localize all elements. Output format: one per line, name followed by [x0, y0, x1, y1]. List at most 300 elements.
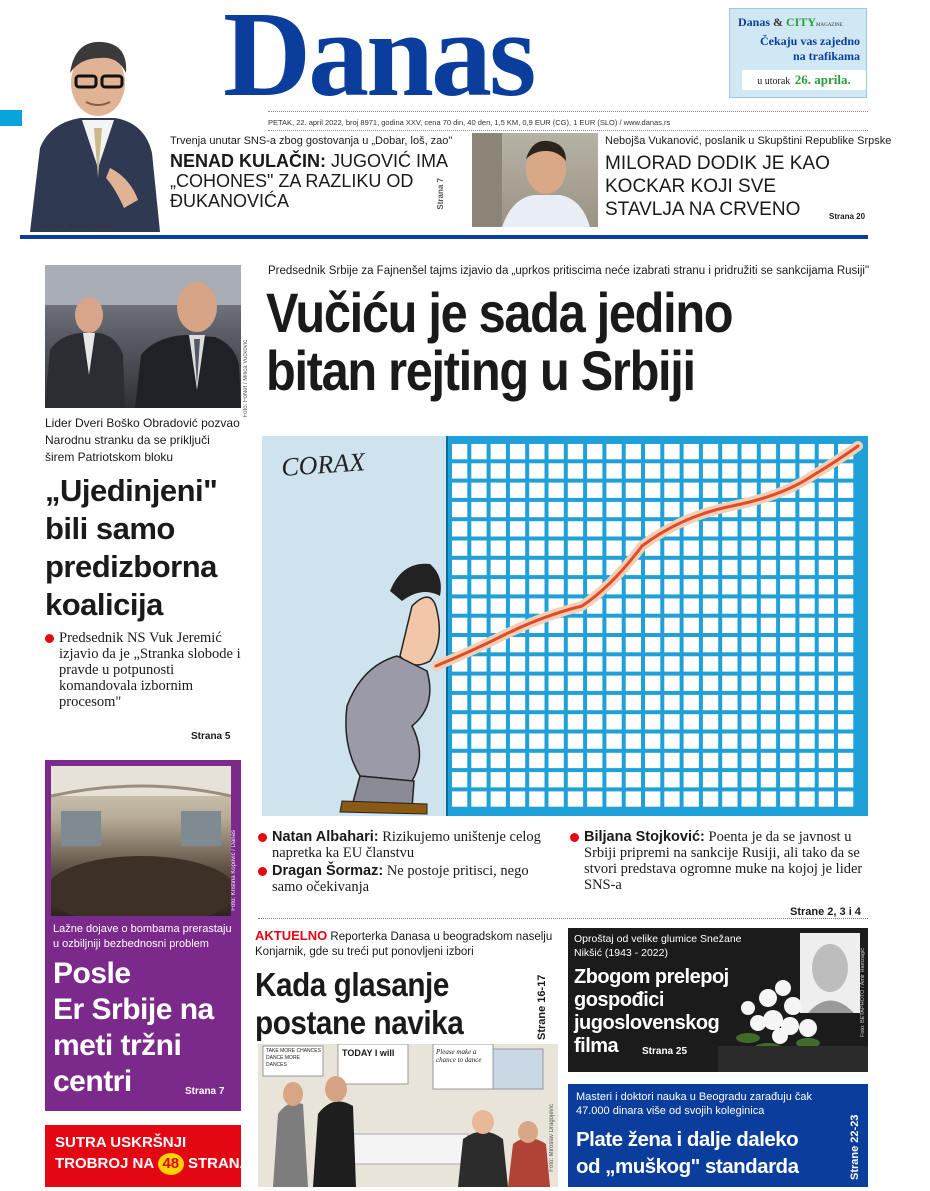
quote1-name: Natan Albahari: [272, 829, 379, 845]
cartoon-grid-cell [491, 598, 506, 613]
cartoon-grid-cell [645, 483, 660, 498]
cartoon-grid-cell [510, 734, 525, 749]
cartoon-grid-cell [471, 772, 486, 787]
cartoon-grid-cell [471, 734, 486, 749]
cartoon-grid-cell [471, 695, 486, 710]
cartoon-grid-cell [645, 637, 660, 652]
cartoon-grid-cell [645, 772, 660, 787]
cartoon-grid-cell [568, 444, 583, 459]
cartoon-grid-cell [722, 521, 737, 536]
cartoon-grid-cell [529, 444, 544, 459]
cartoon-grid-cell [684, 753, 699, 768]
cartoon-grid-cell [491, 791, 506, 806]
cartoon-grid-cell [452, 483, 467, 498]
blue-headline-l2: od „muškog" standarda [576, 1155, 799, 1178]
cartoon-grid-cell [645, 676, 660, 691]
left-story-kicker: Lider Dveri Boško Obradović pozvao Narodnu stranku da se priključi širem Patriotskom bloku [45, 416, 240, 464]
cartoon-grid-cell [838, 541, 853, 556]
cartoon-grid-cell [491, 541, 506, 556]
bullet-dot [570, 833, 579, 842]
cartoon-grid-cell [568, 521, 583, 536]
cartoon-grid-cell [780, 541, 795, 556]
quote3-text: Poenta je da se javnost u Srbiji pripremi na sankcije Rusiji, ali tako da se stvori predstava ogromne muke na kojoj je lider SNS-a [584, 829, 863, 893]
cartoon-grid-cell [568, 463, 583, 478]
cartoon-grid-cell [838, 618, 853, 633]
cartoon-grid-cell [452, 579, 467, 594]
cartoon-grid-cell [838, 483, 853, 498]
cartoon-grid-cell [529, 521, 544, 536]
cartoon-grid-cell [606, 521, 621, 536]
cartoon-grid-cell [471, 521, 486, 536]
cartoon-grid-cell [510, 753, 525, 768]
cartoon-grid-cell [780, 618, 795, 633]
cartoon-grid-cell [491, 463, 506, 478]
cartoon-grid-cell [471, 676, 486, 691]
cartoon-grid-cell [529, 714, 544, 729]
cartoon-grid-cell [529, 560, 544, 575]
cartoon-grid-cell [761, 463, 776, 478]
columnist-photo-credit: Foto: Luca_Marziale / Danas [36, 224, 113, 230]
cartoon-grid-cell [471, 483, 486, 498]
cartoon-grid-cell [587, 463, 602, 478]
cartoon-grid-cell [780, 656, 795, 671]
top-right-kicker: Nebojša Vukanović, poslanik u Skupštini Republike Srpske [605, 135, 892, 147]
cartoon-grid-cell [491, 734, 506, 749]
cartoon-grid-cell [587, 541, 602, 556]
top-right-headline: MILORAD DODIK JE KAO KOCKAR KOJI SVE STAVLJA NA CRVENO [605, 153, 830, 220]
cartoon-grid-cell [664, 637, 679, 652]
cartoon-grid-cell [819, 637, 834, 652]
cartoon-grid-cell [684, 560, 699, 575]
blue-pages: Strane 22-23 [849, 1114, 861, 1180]
cartoon-grid-cell [838, 734, 853, 749]
cartoon-grid-cell [471, 656, 486, 671]
cartoon-grid-cell [838, 753, 853, 768]
cartoon-grid-cell [549, 656, 564, 671]
cartoon-grid-cell [606, 541, 621, 556]
cartoon-grid-cell [549, 637, 564, 652]
purple-headline [53, 956, 214, 1100]
promo-date: 26. aprila. [794, 72, 851, 87]
wage-gap-story[interactable] [568, 1084, 868, 1187]
cartoon-grid-cell [549, 541, 564, 556]
cartoon-grid-cell [664, 463, 679, 478]
left-story[interactable] [45, 415, 241, 710]
cartoon-grid-cell [491, 714, 506, 729]
cartoon-grid-cell [645, 753, 660, 768]
cartoon-grid-cell [529, 637, 544, 652]
cartoon-grid-cell [684, 772, 699, 787]
cartoon-grid-cell [780, 734, 795, 749]
cartoon-grid-cell [471, 560, 486, 575]
cartoon-grid-cell [452, 714, 467, 729]
obituary-headline-l2: gospođici [574, 989, 664, 1011]
top-left-headline [170, 151, 455, 211]
cartoon-grid-cell [587, 637, 602, 652]
cartoon-grid-cell [452, 791, 467, 806]
cartoon-grid-cell [799, 444, 814, 459]
cartoon-grid-cell [819, 618, 834, 633]
cartoon-grid-cell [587, 521, 602, 536]
bullet-dot [258, 867, 267, 876]
cartoon-grid-cell [722, 772, 737, 787]
cartoon-grid-cell [626, 579, 641, 594]
cartoon-grid-cell [587, 695, 602, 710]
top-left-headline-name: NENAD KULAČIN: [170, 151, 326, 171]
cartoon-grid-cell [510, 791, 525, 806]
cartoon-grid-cell [742, 541, 757, 556]
cartoon-grid-cell [568, 734, 583, 749]
cartoon-grid-cell [799, 521, 814, 536]
cartoon-grid-cell [626, 598, 641, 613]
cartoon-grid-cell [761, 791, 776, 806]
cartoon-grid-cell [529, 656, 544, 671]
cartoon-grid-cell [471, 444, 486, 459]
cartoon-grid-cell [645, 714, 660, 729]
cartoon-grid-cell [606, 637, 621, 652]
cartoon-grid-cell [549, 753, 564, 768]
cartoon-grid-cell [838, 502, 853, 517]
cartoon-grid-cell [799, 502, 814, 517]
cartoon-grid-cell [780, 598, 795, 613]
cartoon-grid-cell [703, 637, 718, 652]
shopping-mall-story[interactable] [45, 760, 241, 1111]
cartoon-grid-cell [761, 521, 776, 536]
cartoon-grid-cell [510, 695, 525, 710]
cartoon-grid-cell [491, 444, 506, 459]
lead-headline-l2: bitan rejting u Srbiji [266, 339, 695, 402]
magazine-promo-box[interactable] [729, 8, 867, 98]
cartoon-grid-cell [722, 444, 737, 459]
cartoon-grid-cell [819, 734, 834, 749]
left-story-bullet [45, 630, 241, 710]
cartoon-grid-cell [819, 560, 834, 575]
cartoon-grid-cell [645, 444, 660, 459]
cartoon-grid-cell [471, 714, 486, 729]
lead-headline[interactable] [266, 281, 733, 402]
cartoon-grid-cell [471, 463, 486, 478]
top-section-rule [20, 235, 868, 239]
cartoon-grid-cell [452, 463, 467, 478]
quote2-name: Dragan Šormaz: [272, 863, 384, 879]
cartoon-grid-cell [452, 444, 467, 459]
cartoon-grid-cell [452, 618, 467, 633]
cartoon-grid-cell [780, 444, 795, 459]
cartoon-grid-cell [664, 695, 679, 710]
quote-sormaz [258, 863, 558, 895]
cartoon-grid-cell [722, 541, 737, 556]
cartoon-grid-cell [799, 753, 814, 768]
cartoon-grid-cell [568, 656, 583, 671]
cartoon-grid-cell [587, 714, 602, 729]
easter-edition-banner[interactable] [45, 1125, 251, 1187]
cartoon-grid-cell [819, 579, 834, 594]
masthead-logo[interactable]: Danas [223, 0, 534, 122]
purple-headline-l4: centri [53, 1065, 132, 1098]
cartoon-grid-cell [626, 502, 641, 517]
cartoon-grid-cell [664, 579, 679, 594]
cartoon-grid-cell [491, 753, 506, 768]
cartoon-grid-cell [568, 483, 583, 498]
cartoon-grid-cell [780, 637, 795, 652]
easter-line2-post: STRANA [187, 1155, 251, 1172]
cartoon-grid-cell [626, 695, 641, 710]
cartoon-grid-cell [761, 656, 776, 671]
cartoon-grid-cell [452, 502, 467, 517]
aktuelno-headline-l1: Kada glasanje [255, 966, 449, 1003]
blue-headline-l1: Plate žena i dalje daleko [576, 1128, 799, 1151]
cartoon-grid-cell [819, 791, 834, 806]
cartoon-grid-cell [684, 463, 699, 478]
obituary-headline [574, 966, 729, 1058]
cartoon-grid-cell [722, 463, 737, 478]
voting-photo [258, 1044, 558, 1187]
obituary-photo-credit: Foto: BETAPHOTO / Amir Hamzagić [860, 948, 866, 1038]
cartoon-grid-cell [799, 560, 814, 575]
promo-city-suffix: MAGAZINE [816, 23, 843, 28]
dodik-story-photo [472, 133, 598, 227]
cartoon-grid-cell [606, 791, 621, 806]
cartoon-grid-cell [684, 676, 699, 691]
cartoon-grid-cell [780, 502, 795, 517]
cartoon-grid-cell [722, 656, 737, 671]
cartoon-grid-cell [491, 676, 506, 691]
easter-line2 [55, 1153, 251, 1175]
cartoon-grid-cell [587, 444, 602, 459]
cartoon-grid-cell [838, 714, 853, 729]
voting-photo-credit: Foto: Miroslav Dragojević [549, 1104, 555, 1172]
cartoon-grid-cell [799, 772, 814, 787]
top-left-teaser[interactable] [170, 135, 455, 231]
cartoon-grid-cell [549, 734, 564, 749]
columnist-photo [20, 28, 165, 232]
cartoon-grid-cell [606, 444, 621, 459]
cartoon-grid-cell [587, 753, 602, 768]
aktuelno-kicker: Reporterka Danasa u beogradskom naselju Konjarnik, gde su treći put ponovljeni izbori [255, 931, 553, 958]
left-story-page: Strana 5 [191, 731, 231, 742]
cartoon-grid-cell [568, 791, 583, 806]
lead-kicker: Predsednik Srbije za Fajnenšel tajms izjavio da „uprkos pritiscima neće izabrati stranu i pridružiti se sankcijama Rusiji" [268, 265, 870, 277]
obituary-story[interactable] [568, 928, 868, 1072]
promo-brand-line [738, 15, 860, 30]
cartoon-grid-cell [722, 560, 737, 575]
cartoon-grid-cell [491, 695, 506, 710]
blue-kicker: Masteri i doktori nauka u Beogradu zarađuju čak 47.000 dinara više od svojih koleginica [576, 1091, 813, 1117]
cartoon-grid-cell [664, 772, 679, 787]
blue-headline [576, 1126, 798, 1180]
cartoon-grid-cell [684, 791, 699, 806]
cartoon-grid-cell [606, 656, 621, 671]
promo-city: CITY [786, 15, 817, 29]
cartoon-grid-cell [780, 695, 795, 710]
cartoon-grid-cell [510, 541, 525, 556]
cartoon-grid-cell [799, 637, 814, 652]
cartoon-grid-cell [529, 676, 544, 691]
obituary-headline-l3: jugoslovenskog [574, 1012, 720, 1034]
cartoon-grid-cell [819, 656, 834, 671]
cartoon-grid-cell [587, 772, 602, 787]
cartoon-grid-cell [761, 560, 776, 575]
cartoon-grid-cell [838, 521, 853, 536]
cartoon-grid-cell [529, 598, 544, 613]
cartoon-grid-cell [606, 463, 621, 478]
cartoon-grid-cell [742, 579, 757, 594]
cartoon-grid-cell [664, 714, 679, 729]
quote2-text: Ne postoje pritisci, nego samo očekivanja [272, 863, 529, 895]
cartoon-grid-cell [471, 618, 486, 633]
left-story-bullet-text: Predsednik NS Vuk Jeremić izjavio da je „Stranka slobode i pravde u potpunosti komandovala izbornim procesom" [59, 630, 241, 710]
cartoon-grid-cell [606, 714, 621, 729]
aktuelno-story[interactable] [255, 928, 555, 1042]
cartoon-grid-cell [549, 579, 564, 594]
cartoon-grid-cell [819, 714, 834, 729]
cartoon-grid-cell [799, 695, 814, 710]
cartoon-grid-cell [819, 483, 834, 498]
cartoon-grid-cell [549, 444, 564, 459]
top-right-teaser[interactable] [605, 135, 892, 229]
cartoon-grid-cell [761, 637, 776, 652]
cartoon-grid-cell [742, 656, 757, 671]
cartoon-grid-cell [684, 579, 699, 594]
cartoon-grid-cell [838, 463, 853, 478]
rating-cartoon [262, 436, 868, 816]
cartoon-grid-cell [568, 618, 583, 633]
cartoon-grid-cell [703, 463, 718, 478]
aktuelno-label: AKTUELNO [255, 928, 328, 943]
cartoon-grid-cell [606, 483, 621, 498]
cartoon-grid-cell [799, 791, 814, 806]
cartoon-grid-cell [819, 521, 834, 536]
cartoon-grid-cell [626, 444, 641, 459]
cartoon-grid-cell [703, 483, 718, 498]
cartoon-grid-cell [452, 753, 467, 768]
cartoon-grid-cell [761, 676, 776, 691]
aktuelno-pages: Strane 16-17 [536, 974, 548, 1040]
poster-dance: Please make a chance to dance [436, 1048, 482, 1064]
cartoon-grid-cell [722, 791, 737, 806]
cartoon-grid-cell [645, 695, 660, 710]
cartoon-grid-cell [510, 521, 525, 536]
cartoon-grid-cell [587, 676, 602, 691]
aktuelno-kicker-block [255, 928, 555, 960]
cartoon-grid-cell [722, 753, 737, 768]
cartoon-grid-cell [471, 502, 486, 517]
quote-albahari [258, 829, 558, 861]
cartoon-grid-cell [549, 502, 564, 517]
cartoon-grid-cell [799, 579, 814, 594]
cartoon-grid-cell [664, 734, 679, 749]
aktuelno-headline-l2: postane navika [255, 1004, 464, 1041]
cartoon-grid-cell [703, 656, 718, 671]
cartoon-grid-cell [664, 618, 679, 633]
cartoon-grid-cell [742, 753, 757, 768]
cartoon-grid-cell [722, 637, 737, 652]
cartoon-grid-cell [799, 541, 814, 556]
cartoon-grid-cell [703, 676, 718, 691]
cartoon-grid-cell [510, 714, 525, 729]
cartoon-grid-cell [780, 463, 795, 478]
masthead-rule-top [268, 111, 868, 112]
top-right-page: Strana 20 [829, 212, 866, 221]
cartoon-grid-cell [549, 695, 564, 710]
cartoon-grid-cell [529, 791, 544, 806]
cartoon-grid-cell [703, 560, 718, 575]
cartoon-grid-cell [819, 444, 834, 459]
obituary-page: Strana 25 [642, 1046, 688, 1057]
cartoon-grid-cell [722, 483, 737, 498]
promo-line1: Čekaju vas zajedno [759, 34, 860, 48]
cartoon-grid-cell [606, 598, 621, 613]
lead-pages: Strane 2, 3 i 4 [790, 906, 861, 918]
cartoon-grid-cell [838, 676, 853, 691]
cartoon-grid-cell [761, 714, 776, 729]
cartoon-grid-cell [529, 483, 544, 498]
cartoon-grid-cell [722, 618, 737, 633]
cartoon-grid-cell [838, 656, 853, 671]
cartoon-grid-cell [761, 502, 776, 517]
easter-line2-pre: TROBROJ NA [55, 1155, 154, 1172]
promo-brand: Danas [738, 15, 771, 29]
cartoon-grid-cell [587, 502, 602, 517]
cartoon-grid-cell [684, 483, 699, 498]
cartoon-grid-cell [471, 541, 486, 556]
cartoon-grid-cell [549, 521, 564, 536]
cartoon-grid-cell [452, 598, 467, 613]
cartoon-grid-cell [626, 714, 641, 729]
cartoon-grid-cell [549, 676, 564, 691]
cartoon-grid-cell [819, 676, 834, 691]
cartoon-grid-cell [742, 598, 757, 613]
cartoon-grid-cell [684, 598, 699, 613]
cartoon-grid-cell [491, 521, 506, 536]
cartoon-grid-cell [684, 618, 699, 633]
cartoon-grid-cell [684, 444, 699, 459]
cartoon-grid-cell [645, 734, 660, 749]
cartoon-grid-cell [529, 772, 544, 787]
obituary-headline-l1: Zbogom prelepoj [574, 966, 729, 988]
cartoon-grid-cell [838, 772, 853, 787]
cartoon-grid-cell [722, 676, 737, 691]
cartoon-grid-cell [471, 791, 486, 806]
cartoon-grid-cell [491, 483, 506, 498]
cartoon-grid-cell [626, 521, 641, 536]
purple-headline-l2: Er Srbije na [53, 993, 214, 1026]
cartoon-grid-cell [819, 502, 834, 517]
cartoon-grid-cell [510, 637, 525, 652]
promo-line2: na trafikama [793, 49, 860, 63]
cartoon-grid-cell [549, 772, 564, 787]
cartoon-grid-cell [510, 676, 525, 691]
left-headline-l1: „Ujedinjeni" [45, 473, 218, 508]
obradovic-photo-credit: Foto: FoNet / Milica Vučković [243, 340, 249, 418]
cartoon-grid-cell [684, 714, 699, 729]
cartoon-grid-cell [664, 598, 679, 613]
cartoon-grid-cell [664, 444, 679, 459]
cartoon-grid-cell [742, 560, 757, 575]
cartoon-grid-cell [819, 753, 834, 768]
cartoon-grid-cell [703, 598, 718, 613]
cartoon-grid-cell [606, 772, 621, 787]
cartoon-grid-cell [761, 541, 776, 556]
cartoon-grid-cell [606, 502, 621, 517]
cartoon-grid-cell [664, 676, 679, 691]
cartoon-grid-cell [703, 734, 718, 749]
cartoon-grid-cell [549, 560, 564, 575]
bullet-dot [45, 634, 54, 643]
poster-chances: TAKE MORE CHANCES DANCE MORE DANCES [266, 1048, 321, 1068]
cartoon-grid-cell [606, 618, 621, 633]
cartoon-grid-cell [703, 618, 718, 633]
